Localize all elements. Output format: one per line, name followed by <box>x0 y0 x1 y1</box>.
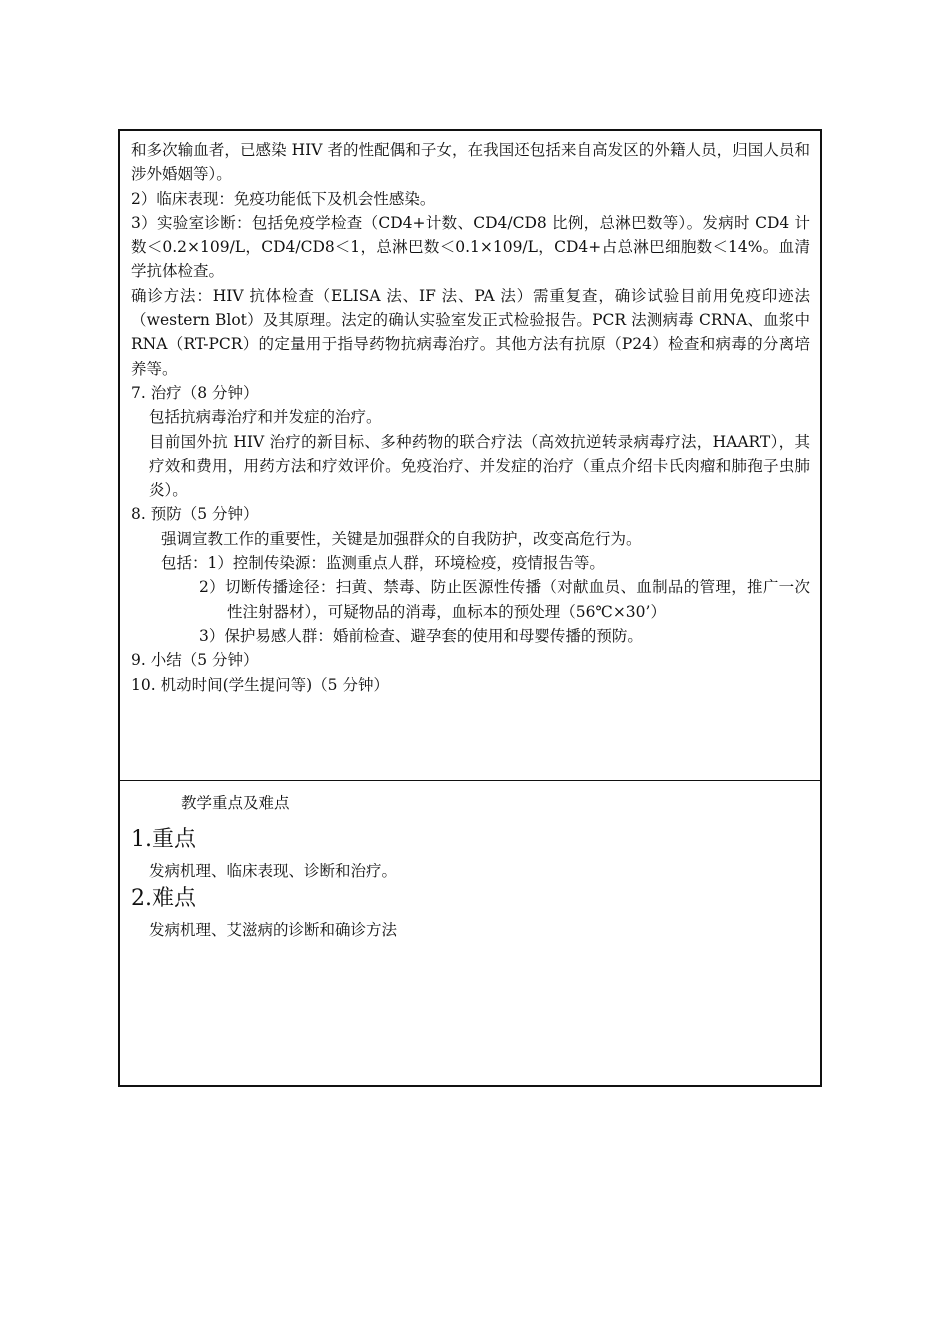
text-line: 8. 预防（5 分钟） <box>131 505 259 524</box>
text-line: 确诊方法：HIV 抗体检查（ELISA 法、IF 法、PA 法）需重复查，确诊试验目前用免疫印迹法（western Blot）及其原理。法定的确认实验室发正式检验报告。PCR 法测病毒 CRNA、血浆中 RNA（RT-PCR）的定量用于指导药物抗病毒治疗。其他方法有抗原（P24）检查和病毒的分离培养等。 <box>131 286 810 378</box>
text-line: 3）实验室诊断：包括免疫学检查（CD4+计数、CD4/CD8 比例，总淋巴数等）。发病时 CD4 计数＜0.2×109/L，CD4/CD8＜1，总淋巴数＜0.1×109/L，CD4+占总淋巴细胞数＜14%。血清学抗体检查。 <box>131 213 810 281</box>
text-line: 7. 治疗（8 分钟） <box>131 383 259 402</box>
key-title: 1.重点 <box>131 827 196 853</box>
text-line: 2）临床表现：免疫功能低下及机会性感染。 <box>131 189 436 208</box>
difficult-text: 发病机理、艾滋病的诊断和确诊方法 <box>149 920 398 939</box>
text-line: 强调宣教工作的重要性，关键是加强群众的自我防护，改变高危行为。 <box>161 529 642 548</box>
text-line: 2）切断传播途径：扫黄、禁毒、防止医源性传播（对献血员、血制品的管理，推广一次性注射器材），可疑物品的消毒，血标本的预处理（56℃×30’） <box>199 578 810 621</box>
content-table <box>118 129 822 1087</box>
text-line: 9. 小结（5 分钟） <box>131 651 259 670</box>
difficult-title: 2.难点 <box>131 885 196 911</box>
text-line: 包括：1）控制传染源：监测重点人群，环境检疫，疫情报告等。 <box>161 554 605 573</box>
text-line: 包括抗病毒治疗和并发症的治疗。 <box>149 408 382 427</box>
row-divider <box>120 780 820 781</box>
text-line: 目前国外抗 HIV 治疗的新目标、多种药物的联合疗法（高效抗逆转录病毒疗法，HAART），其疗效和费用，用药方法和疗效评价。免疫治疗、并发症的治疗（重点介绍卡氏肉瘤和肺孢子虫肺炎）。 <box>149 432 810 500</box>
text-line: 和多次输血者，已感染 HIV 者的性配偶和子女，在我国还包括来自高发区的外籍人员，归国人员和涉外婚姻等）。 <box>131 141 810 184</box>
key-text: 发病机理、临床表现、诊断和治疗。 <box>149 862 398 881</box>
key-points-section <box>131 791 810 942</box>
text-line: 10. 机动时间(学生提问等)（5 分钟） <box>131 675 389 694</box>
text-line: 3）保护易感人群：婚前检查、避孕套的使用和母婴传播的预防。 <box>199 626 643 645</box>
teaching-content-section <box>131 138 810 697</box>
section-heading: 教学重点及难点 <box>181 794 290 812</box>
